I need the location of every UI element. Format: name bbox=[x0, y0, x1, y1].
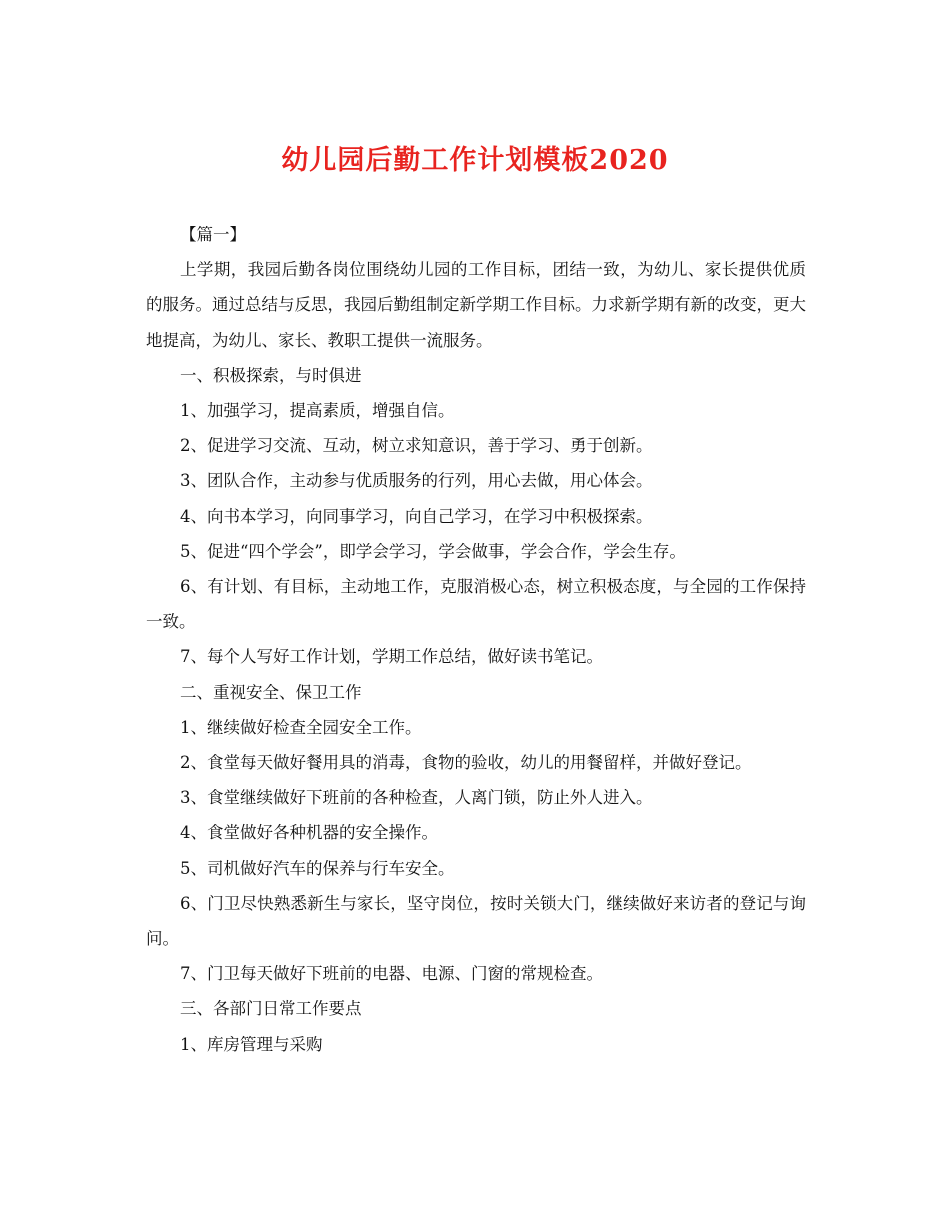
list-item: 7、每个人写好工作计划，学期工作总结，做好读书笔记。 bbox=[180, 647, 603, 667]
document-body bbox=[146, 217, 806, 1062]
section-heading: 一、积极探索，与时俱进 bbox=[180, 365, 362, 385]
list-item: 5、司机做好汽车的保养与行车安全。 bbox=[180, 858, 455, 878]
list-item: 6、有计划、有目标，主动地工作，克服消极心态，树立积极态度，与全园的工作保持一致。 bbox=[146, 577, 806, 632]
document-title: 幼儿园后勤工作计划模板2020 bbox=[281, 145, 669, 176]
list-item: 4、向书本学习，向同事学习，向自己学习，在学习中积极探索。 bbox=[180, 506, 653, 526]
list-item: 2、促进学习交流、互动，树立求知意识，善于学习、勇于创新。 bbox=[180, 436, 653, 456]
list-item: 1、加强学习，提高素质，增强自信。 bbox=[180, 401, 455, 421]
list-item: 3、食堂继续做好下班前的各种检查，人离门锁，防止外人进入。 bbox=[180, 788, 653, 808]
section-heading: 【篇一】 bbox=[180, 225, 246, 244]
list-item: 2、食堂每天做好餐用具的消毒，食物的验收，幼儿的用餐留样，并做好登记。 bbox=[180, 753, 752, 773]
intro-paragraph: 上学期，我园后勤各岗位围绕幼儿园的工作目标，团结一致，为幼儿、家长提供优质的服务。通过总结与反思，我园后勤组制定新学期工作目标。力求新学期有新的改变，更大地提高，为幼儿、家长、教职工提供一流服务。 bbox=[146, 260, 806, 350]
list-item: 6、门卫尽快熟悉新生与家长，坚守岗位，按时关锁大门，继续做好来访者的登记与询问。 bbox=[146, 893, 806, 949]
list-item: 1、库房管理与采购 bbox=[180, 1034, 323, 1054]
list-item: 3、团队合作，主动参与优质服务的行列，用心去做，用心体会。 bbox=[180, 471, 653, 491]
section-heading: 二、重视安全、保卫工作 bbox=[180, 682, 362, 702]
section-heading: 三、各部门日常工作要点 bbox=[180, 999, 362, 1019]
list-item: 5、促进“四个学会”，即学会学习，学会做事，学会合作，学会生存。 bbox=[180, 541, 686, 561]
list-item: 7、门卫每天做好下班前的电器、电源、门窗的常规检查。 bbox=[180, 964, 603, 984]
list-item: 4、食堂做好各种机器的安全操作。 bbox=[180, 823, 438, 843]
list-item: 1、继续做好检查全园安全工作。 bbox=[180, 717, 422, 737]
